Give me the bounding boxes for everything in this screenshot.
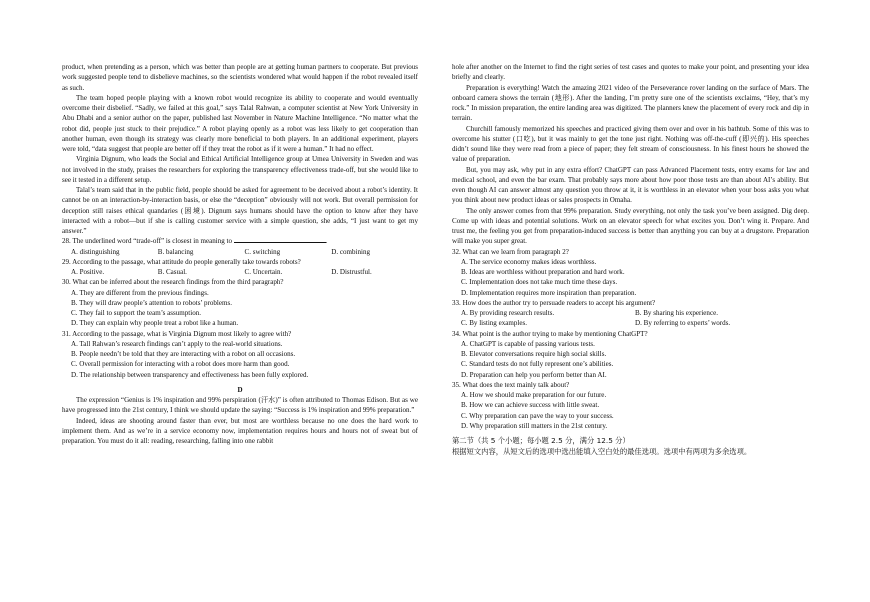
question-33-options-row-2 [452, 318, 809, 328]
option: B. How we can achieve success with little sweat. [461, 401, 600, 410]
option: D. The relationship between transparency and effectiveness has been fully explored. [71, 370, 309, 379]
option: C. switching [244, 247, 281, 256]
option: B. People needn’t be told that they are interacting with a robot on all occasions. [71, 350, 296, 358]
passage-d-paragraph-2-cont: hole after another on the Internet to find the right series of test cases and quotes to make your point, and presenting your idea briefly and clearly. [452, 63, 809, 82]
option: D. They can explain why people treat a robot like a human. [71, 319, 239, 328]
question-33-options-row-1 [452, 308, 809, 318]
question-32: 32. What can we learn from paragraph 2? [452, 247, 569, 256]
question-30: 30. What can be inferred about the research findings from the third paragraph? [62, 278, 284, 287]
passage-d-paragraph-3: Preparation is everything! Watch the amazing 2021 video of the Perseverance rover landing on the surface of Mars. The onboard camera shows the terrain (地形). After the landing, I’m pretty sure one of the scientists exclaims, “Hey, that’s my rock.” In mission preparation, the entire landing area was digitized. The planners knew the placement of every rock and dip in terrain. [452, 83, 809, 123]
option: C. Standard tests do not fully represent one’s abilities. [461, 360, 614, 369]
passage-c-paragraph-2: The team hoped people playing with a known robot would recognize its ability to cooperate and would eventually overcome their disbelief. “Sadly, we failed at this goal,” says Talal Rahwan, a computer scientist at New York University in Abu Dhabi and a senior author on the paper, published last November in Nature Machine Intelligence. “No matter what the robot did, people just stuck to their prejudice.” A robot playing openly as a robot was less likely to get cooperation than another human, even though its strategy was clearly more beneficial to both players. In an additional experiment, players were told, “data suggest that people are better off if they treat the robot as if it were a human.” It had no effect. [62, 93, 418, 153]
passage-d-paragraph-6: The only answer comes from that 99% preparation. Study everything, not only the task you’ve been assigned. Dig deep. Come up with ideas and potential solutions. Work on an elevator speech for what excites you. Don’t wing it. Prepare. And trust me, the feeling you get from preparation-induced success is better than anything you can buy at a drugstore. Preparation will make you super great. [452, 206, 809, 246]
section-two-instructions: 根据短文内容，从短文后的选项中选出能填入空白处的最佳选项。选项中有两项为多余选项。 [452, 446, 752, 456]
option: C. They fail to support the team’s assumption. [71, 309, 202, 317]
option: A. Tall Rahwan’s research findings can’t apply to the real-world situations. [71, 339, 283, 348]
option: B. balancing [157, 247, 194, 256]
option: B. Elevator conversations require high social skills. [461, 350, 607, 358]
question-28: 28. The underlined word “trade-off” is closest in meaning to . [62, 237, 328, 246]
passage-c-paragraph-1: product, when pretending as a person, which was better than people are at getting human partners to cooperate. But previous work suggested people tend to disbelieve machines, so the scientists wondered what would happen if the robot revealed itself as such. [62, 63, 418, 92]
passage-d-heading: D [237, 385, 243, 394]
option: B. They will draw people’s attention to robots’ problems. [71, 298, 233, 307]
question-34: 34. What point is the author trying to make by mentioning ChatGPT? [452, 329, 648, 338]
option: A. How we should make preparation for our future. [461, 391, 607, 399]
option: A. ChatGPT is capable of passing various tests. [461, 339, 595, 348]
option: D. Implementation requires more inspiration than preparation. [461, 288, 637, 297]
question-29: 29. According to the passage, what attitude do people generally take towards robots? [62, 257, 301, 266]
question-35: 35. What does the text mainly talk about? [452, 380, 570, 389]
option: A. By providing research results. [461, 309, 555, 317]
passage-c-paragraph-3: Virginia Dignum, who leads the Social and Ethical Artificial Intelligence group at Umea University in Sweden and was not involved in the study, praises the researchers for exploring the transparency effectiveness trade-off, but she would like to see it tested in a different setup. [62, 155, 418, 184]
option: A. Positive. [71, 268, 105, 276]
option: B. Ideas are worthless without preparation and hard work. [461, 268, 625, 276]
left-column [62, 62, 418, 446]
passage-d-paragraph-1: The expression “Genius is 1% inspiration and 99% perspiration (汗水)” is often attributed to Thomas Edison. But as we have progressed into the 21st century, I think we should update the saying: “Success is 1% inspiration and 99% preparation.” [62, 396, 418, 415]
question-31: 31. According to the passage, what is Virginia Dignum most likely to agree with? [62, 329, 292, 338]
option: C. Overall permission for interacting with a robot does more harm than good. [71, 360, 290, 369]
option: A. distinguishing [71, 247, 120, 256]
option: D. By referring to experts’ words. [635, 319, 731, 328]
right-column [452, 62, 809, 457]
option: B. By sharing his experience. [635, 309, 718, 317]
option: A. The service economy makes ideas worthless. [461, 257, 597, 266]
option: D. Why preparation still matters in the 21st century. [461, 421, 608, 430]
passage-d-paragraph-2: Indeed, ideas are shooting around faster than ever, but most are worthless because no one does the hard work to implement them. And as we’re in a service economy now, implementation requires hours and hours not of sweat but of preparation. You must do it all: reading, researching, falling into one rabbit [62, 416, 418, 445]
question-28-options [62, 247, 418, 257]
passage-c-paragraph-4: Talal’s team said that in the public field, people should be asked for agreement to be deceived about a robot’s identity. It cannot be on an interaction-by-interaction basis, or else the “deception” obviously will not work. But overall permission for deception still raises ethical quandaries (困境). Dignum says humans should have the option to know after they have interacted with a robot—but if she is calling customer service with a simple question, she adds, “I just want to get my answer.” [62, 186, 418, 235]
question-29-options [62, 267, 418, 277]
question-33: 33. How does the author try to persuade readers to accept his argument? [452, 298, 656, 307]
passage-d-paragraph-5: But, you may ask, why put in any extra effort? ChatGPT can pass Advanced Placement tests, entry exams for law and medical school, and even the bar exam. That probably says more about how poor those tests are than about AI’s ability. But even though AI can answer almost any question you throw at it, it is worthless in an elevator when your boss asks you what you think about new product ideas or sales prospects in Omaha. [452, 165, 809, 205]
option: D. combining [331, 247, 371, 256]
option: D. Preparation can help you perform better than AI. [461, 370, 607, 379]
option: C. By listing examples. [461, 319, 527, 328]
option: B. Casual. [157, 268, 187, 276]
option: C. Implementation does not take much time these days. [461, 278, 618, 287]
section-two-title: 第二节（共 5 个小题；每小题 2.5 分，满分 12.5 分） [452, 436, 630, 445]
option: C. Why preparation can pave the way to your success. [461, 411, 614, 420]
question-28-text: 28. The underlined word “trade-off” is closest in meaning to [62, 237, 232, 246]
option: D. Distrustful. [331, 268, 372, 276]
answer-blank [234, 236, 326, 243]
passage-d-paragraph-4: Churchill famously memorized his speeches and practiced giving them over and over in his bathtub. Some of this was to overcome his stutter (口吃), but it was mainly to get the tone just right. Nothing was off-the-cuff (即兴的). His speeches didn’t sound like they were read from a piece of paper; they felt stream of consciousness. In his finest hours he showed the value of preparation. [452, 124, 809, 164]
option: C. Uncertain. [244, 268, 283, 276]
option: A. They are different from the previous findings. [71, 288, 209, 297]
